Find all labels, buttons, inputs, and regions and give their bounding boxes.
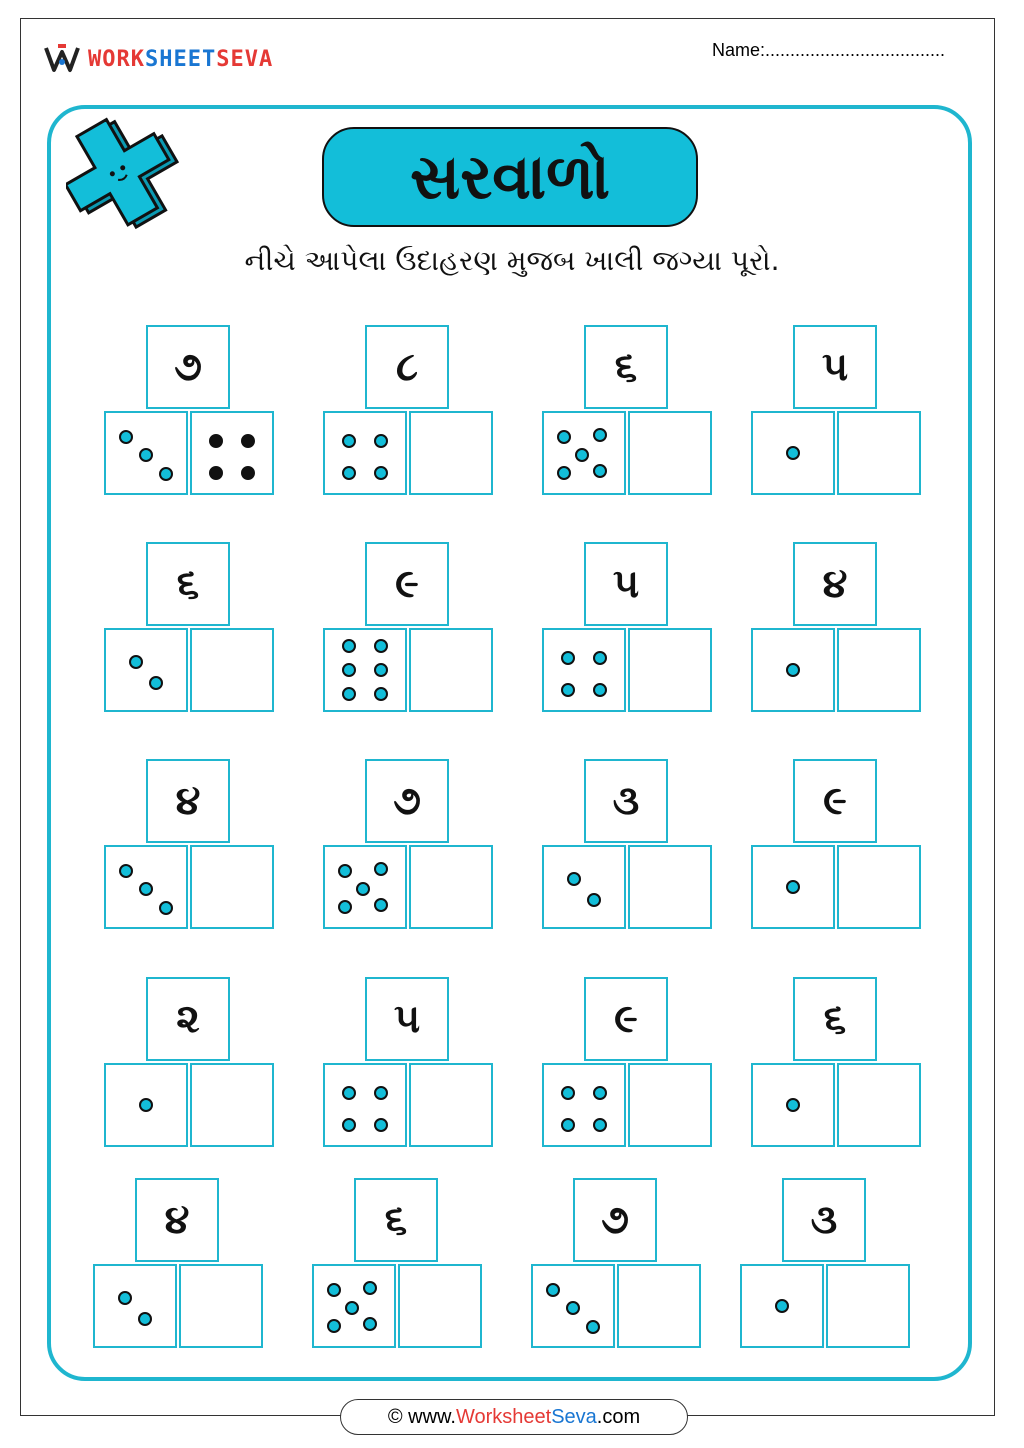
total-number: ૨ [146, 977, 230, 1061]
answer-box[interactable] [190, 628, 274, 712]
dot [149, 676, 163, 690]
total-number: ૬ [793, 977, 877, 1061]
dot [786, 1098, 800, 1112]
answer-box[interactable] [190, 1063, 274, 1147]
answer-box[interactable] [628, 845, 712, 929]
answer-box[interactable] [409, 628, 493, 712]
dot-box [104, 628, 188, 712]
problem-3 [542, 325, 712, 497]
problem-6 [323, 542, 493, 714]
answer-box[interactable] [628, 411, 712, 495]
answer-box[interactable] [409, 1063, 493, 1147]
dot [345, 1301, 359, 1315]
dot-box [751, 628, 835, 712]
dot [159, 901, 173, 915]
dot [129, 655, 143, 669]
dot [342, 1118, 356, 1132]
footer-website[interactable]: © www. Worksheet Seva .com [340, 1399, 688, 1435]
dot [241, 466, 255, 480]
dot [374, 687, 388, 701]
dot [363, 1281, 377, 1295]
problem-8 [751, 542, 921, 714]
total-number: ૪ [135, 1178, 219, 1262]
total-number: ૯ [793, 759, 877, 843]
total-number: ૫ [365, 977, 449, 1061]
total-number: ૯ [584, 977, 668, 1061]
total-number: ૩ [782, 1178, 866, 1262]
problem-13 [104, 977, 274, 1149]
dot-box [104, 845, 188, 929]
dot-box [104, 1063, 188, 1147]
problem-11 [542, 759, 712, 931]
total-number: ૭ [365, 759, 449, 843]
problem-7 [542, 542, 712, 714]
dot [119, 864, 133, 878]
dot-box [751, 411, 835, 495]
instruction-text: નીચે આપેલા ઉદાહરણ મુજબ ખાલી જગ્યા પૂરો. [244, 244, 780, 277]
dot-box [751, 1063, 835, 1147]
dot-box [323, 1063, 407, 1147]
dot [775, 1299, 789, 1313]
problem-9 [104, 759, 274, 931]
dot-box [104, 411, 188, 495]
dot-box [542, 1063, 626, 1147]
dot [374, 1118, 388, 1132]
dot [374, 898, 388, 912]
dot [561, 1086, 575, 1100]
problem-18 [312, 1178, 482, 1350]
answer-box[interactable] [398, 1264, 482, 1348]
dot-box [323, 628, 407, 712]
page-title: સરવાળો [410, 140, 610, 213]
dot [374, 862, 388, 876]
answer-box[interactable] [190, 845, 274, 929]
dot [786, 446, 800, 460]
dot [566, 1301, 580, 1315]
total-number: ૬ [354, 1178, 438, 1262]
total-number: ૪ [146, 759, 230, 843]
dot [342, 687, 356, 701]
dot-box [542, 411, 626, 495]
dot [241, 434, 255, 448]
dot [327, 1283, 341, 1297]
dot [342, 1086, 356, 1100]
answer-box[interactable] [837, 628, 921, 712]
dot [561, 651, 575, 665]
dot-box [542, 845, 626, 929]
answer-box[interactable] [409, 411, 493, 495]
problem-2 [323, 325, 493, 497]
problem-15 [542, 977, 712, 1149]
answer-box[interactable] [179, 1264, 263, 1348]
dot [338, 900, 352, 914]
dot [356, 882, 370, 896]
dot [587, 893, 601, 907]
answer-box[interactable] [837, 1063, 921, 1147]
dot [593, 651, 607, 665]
dot [139, 882, 153, 896]
name-field-label: Name:.................................... [712, 40, 946, 60]
dot-box [751, 845, 835, 929]
total-number: ૭ [573, 1178, 657, 1262]
dot-box [312, 1264, 396, 1348]
dot [593, 1086, 607, 1100]
answer-box[interactable] [837, 845, 921, 929]
dot [338, 864, 352, 878]
dot [593, 464, 607, 478]
logo-icon [42, 42, 82, 76]
example-dot-box [190, 411, 274, 495]
dot [557, 430, 571, 444]
problem-16 [751, 977, 921, 1149]
dot [138, 1312, 152, 1326]
problem-14 [323, 977, 493, 1149]
dot [342, 434, 356, 448]
total-number: ૭ [146, 325, 230, 409]
problem-10 [323, 759, 493, 931]
problem-5 [104, 542, 274, 714]
problem-4 [751, 325, 921, 497]
dot [575, 448, 589, 462]
dot [561, 683, 575, 697]
dot-box [542, 628, 626, 712]
dot [139, 448, 153, 462]
dot [374, 466, 388, 480]
total-number: ૫ [584, 542, 668, 626]
dot-box [740, 1264, 824, 1348]
dot-box [531, 1264, 615, 1348]
title-banner [322, 127, 698, 227]
dot [118, 1291, 132, 1305]
logo [42, 42, 273, 76]
dot [567, 872, 581, 886]
dot [119, 430, 133, 444]
problem-12 [751, 759, 921, 931]
dot [342, 639, 356, 653]
total-number: ૬ [146, 542, 230, 626]
answer-box[interactable] [617, 1264, 701, 1348]
dot [593, 428, 607, 442]
dot [363, 1317, 377, 1331]
dot [327, 1319, 341, 1333]
total-number: ૮ [365, 325, 449, 409]
dot [139, 1098, 153, 1112]
answer-box[interactable] [837, 411, 921, 495]
dot [374, 434, 388, 448]
total-number: ૪ [793, 542, 877, 626]
problem-17 [93, 1178, 263, 1350]
answer-box[interactable] [628, 628, 712, 712]
dot [374, 1086, 388, 1100]
total-number: ૬ [584, 325, 668, 409]
dot-box [323, 411, 407, 495]
answer-box[interactable] [826, 1264, 910, 1348]
dot [586, 1320, 600, 1334]
problem-19 [531, 1178, 701, 1350]
problem-20 [740, 1178, 910, 1350]
problem-1 [104, 325, 274, 497]
answer-box[interactable] [409, 845, 493, 929]
dot [546, 1283, 560, 1297]
dot [786, 663, 800, 677]
dot [209, 434, 223, 448]
dot [561, 1118, 575, 1132]
total-number: ૯ [365, 542, 449, 626]
dot [593, 683, 607, 697]
total-number: ૩ [584, 759, 668, 843]
plus-sign-icon [66, 112, 182, 236]
answer-box[interactable] [628, 1063, 712, 1147]
dot [342, 466, 356, 480]
dot [557, 466, 571, 480]
dot [342, 663, 356, 677]
total-number: ૫ [793, 325, 877, 409]
dot [159, 467, 173, 481]
dot [593, 1118, 607, 1132]
logo-text: WORKSHEETSEVA [88, 46, 274, 72]
dot-box [93, 1264, 177, 1348]
dot [209, 466, 223, 480]
dot-box [323, 845, 407, 929]
dot [786, 880, 800, 894]
dot [374, 639, 388, 653]
dot [374, 663, 388, 677]
